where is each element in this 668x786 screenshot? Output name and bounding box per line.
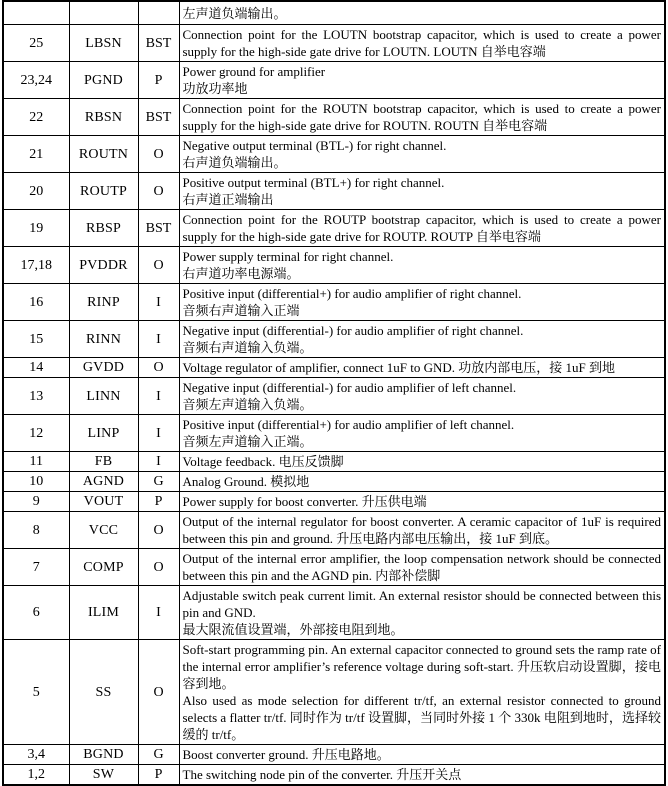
description-paragraph: 功放功率地 [182,81,248,96]
pin-description-cell [179,586,665,640]
pin-type-cell: I [138,378,179,415]
table-row [3,136,665,173]
pin-number-cell: 5 [3,640,69,745]
pin-number-cell: 3,4 [3,745,69,765]
pin-description-cell [179,492,665,512]
description-paragraph: Voltage feedback. 电压反馈脚 [182,454,344,469]
pin-description-cell [179,284,665,321]
pin-name-cell: PVDDR [69,247,138,284]
pin-name-cell: COMP [69,549,138,586]
description-paragraph: Analog Ground. 模拟地 [182,474,310,489]
pin-description-cell [179,549,665,586]
pin-type-cell [138,1,179,25]
pin-type-cell: I [138,452,179,472]
description-paragraph: Positive output terminal (BTL+) for right channel. [182,175,445,190]
description-paragraph: 最大限流值设置端，外部接电阻到地。 [182,622,404,637]
pin-name-cell: VCC [69,512,138,549]
pin-description-cell [179,452,665,472]
table-row [3,173,665,210]
description-paragraph: Negative input (differential-) for audio amplifier of left channel. [182,380,517,395]
pin-name-cell: BGND [69,745,138,765]
pin-type-cell: P [138,62,179,99]
pin-name-cell: ROUTP [69,173,138,210]
pin-name-cell: RBSP [69,210,138,247]
pin-type-cell: G [138,472,179,492]
description-paragraph: The switching node pin of the converter. 升压开关点 [182,767,462,782]
table-row [3,640,665,745]
pin-description-cell [179,247,665,284]
pin-type-cell: BST [138,99,179,136]
table-row [3,62,665,99]
pin-number-cell: 15 [3,321,69,358]
table-row [3,1,665,25]
description-paragraph: Negative input (differential-) for audio amplifier of right channel. [182,323,524,338]
pin-type-cell: O [138,640,179,745]
pin-number-cell: 1,2 [3,765,69,786]
description-paragraph: 右声道负端输出。 [182,155,287,170]
pin-type-cell: G [138,745,179,765]
table-row [3,210,665,247]
pin-name-cell: ROUTN [69,136,138,173]
pin-type-cell: O [138,173,179,210]
pin-name-cell: RBSN [69,99,138,136]
pin-description-cell [179,62,665,99]
pin-description-cell [179,173,665,210]
description-paragraph: Connection point for the LOUTN bootstrap capacitor, which is used to create a power supply for the high-side gate drive for LOUTN. LOUTN 自举电容端 [182,27,661,59]
pin-description-cell [179,1,665,25]
pin-type-cell: I [138,321,179,358]
description-paragraph: Boost converter ground. 升压电路地。 [182,747,390,762]
pin-number-cell: 8 [3,512,69,549]
description-paragraph: Output of the internal regulator for boost converter. A ceramic capacitor of 1uF is required between this pin and ground. 升压电路内部电压输出，接 1uF 到底。 [182,514,661,546]
pin-name-cell: LBSN [69,25,138,62]
table-row [3,247,665,284]
table-row [3,378,665,415]
table-body [3,1,665,785]
pin-number-cell: 19 [3,210,69,247]
description-paragraph: Soft-start programming pin. An external capacitor connected to ground sets the ramp rate of the internal error amplifier’s reference voltage during soft-start. 升压软启动设置脚，接电容到地。 [182,642,661,691]
table-row [3,765,665,786]
pin-description-cell [179,512,665,549]
pin-description-cell [179,210,665,247]
pin-name-cell: SW [69,765,138,786]
description-paragraph: Positive input (differential+) for audio amplifier of right channel. [182,286,522,301]
pin-number-cell: 6 [3,586,69,640]
pin-number-cell: 10 [3,472,69,492]
pin-name-cell: GVDD [69,358,138,378]
description-paragraph: Power ground for amplifier [182,64,326,79]
pin-type-cell: I [138,415,179,452]
pin-number-cell: 14 [3,358,69,378]
pin-description-cell [179,472,665,492]
description-paragraph: 右声道正端输出 [182,192,274,207]
pin-name-cell: ILIM [69,586,138,640]
pin-number-cell: 21 [3,136,69,173]
pin-description-cell [179,321,665,358]
table-row [3,512,665,549]
description-paragraph: 音频左声道输入正端。 [182,434,313,449]
pin-name-cell: LINP [69,415,138,452]
pin-type-cell: O [138,136,179,173]
pin-name-cell: RINN [69,321,138,358]
table-row [3,358,665,378]
description-paragraph: 音频右声道输入负端。 [182,340,313,355]
table-row [3,25,665,62]
table-row [3,415,665,452]
pin-type-cell: BST [138,25,179,62]
pin-description-cell [179,415,665,452]
pin-type-cell: BST [138,210,179,247]
description-paragraph: Connection point for the ROUTN bootstrap capacitor, which is used to create a power supply for the high-side gate drive for ROUTN. ROUTN 自举电容端 [182,101,661,133]
description-paragraph: Negative output terminal (BTL-) for right channel. [182,138,447,153]
description-paragraph: Adjustable switch peak current limit. An external resistor should be connected between this pin and GND. [182,588,661,620]
pin-name-cell: AGND [69,472,138,492]
pin-number-cell [3,1,69,25]
pin-description-cell [179,99,665,136]
pin-description-cell [179,378,665,415]
pin-description-cell [179,136,665,173]
pin-number-cell: 16 [3,284,69,321]
pin-number-cell: 13 [3,378,69,415]
description-paragraph: Connection point for the ROUTP bootstrap capacitor, which is used to create a power supply for the high-side gate drive for ROUTP. ROUTP 自举电容端 [182,212,661,244]
description-paragraph: Positive input (differential+) for audio amplifier of left channel. [182,417,515,432]
pin-number-cell: 17,18 [3,247,69,284]
table-row [3,321,665,358]
pin-description-cell [179,25,665,62]
pin-type-cell: O [138,549,179,586]
description-paragraph: 音频右声道输入正端 [182,303,300,318]
table-row [3,549,665,586]
pin-type-cell: O [138,512,179,549]
description-paragraph: Also used as mode selection for different tr/tf, an external resistor connected to ground selects a flatter tr/tf. 同时作为 tr/tf 设置脚，当同时外接 1 个 330k 电阻到地时，选择较缓的 tr/tf。 [182,693,661,742]
pin-number-cell: 11 [3,452,69,472]
pin-type-cell: I [138,586,179,640]
pin-type-cell: P [138,765,179,786]
pin-name-cell: PGND [69,62,138,99]
table-row [3,586,665,640]
table-row [3,99,665,136]
pin-type-cell: O [138,358,179,378]
pin-name-cell: RINP [69,284,138,321]
pin-number-cell: 25 [3,25,69,62]
pin-description-table [2,0,666,786]
description-paragraph: 音频左声道输入负端。 [182,397,313,412]
pin-number-cell: 22 [3,99,69,136]
pin-number-cell: 23,24 [3,62,69,99]
pin-name-cell: LINN [69,378,138,415]
description-paragraph: Voltage regulator of amplifier, connect 1uF to GND. 功放内部电压，接 1uF 到地 [182,360,616,375]
pin-name-cell: FB [69,452,138,472]
description-paragraph: 左声道负端输出。 [182,5,287,21]
pin-type-cell: P [138,492,179,512]
pin-name-cell: SS [69,640,138,745]
description-paragraph: Power supply terminal for right channel. [182,249,394,264]
description-paragraph: Output of the internal error amplifier, the loop compensation network should be connected between this pin and the AGND pin. 内部补偿脚 [182,551,661,583]
pin-number-cell: 12 [3,415,69,452]
pin-name-cell: VOUT [69,492,138,512]
pin-name-cell [69,1,138,25]
table-row [3,452,665,472]
pin-number-cell: 20 [3,173,69,210]
pin-type-cell: I [138,284,179,321]
pin-number-cell: 9 [3,492,69,512]
pin-description-cell [179,765,665,786]
description-paragraph: Power supply for boost converter. 升压供电端 [182,494,427,509]
table-row [3,284,665,321]
pin-description-cell [179,640,665,745]
pin-number-cell: 7 [3,549,69,586]
table-row [3,492,665,512]
description-paragraph: 右声道功率电源端。 [182,266,300,281]
pin-type-cell: O [138,247,179,284]
table-row [3,472,665,492]
pin-description-cell [179,358,665,378]
